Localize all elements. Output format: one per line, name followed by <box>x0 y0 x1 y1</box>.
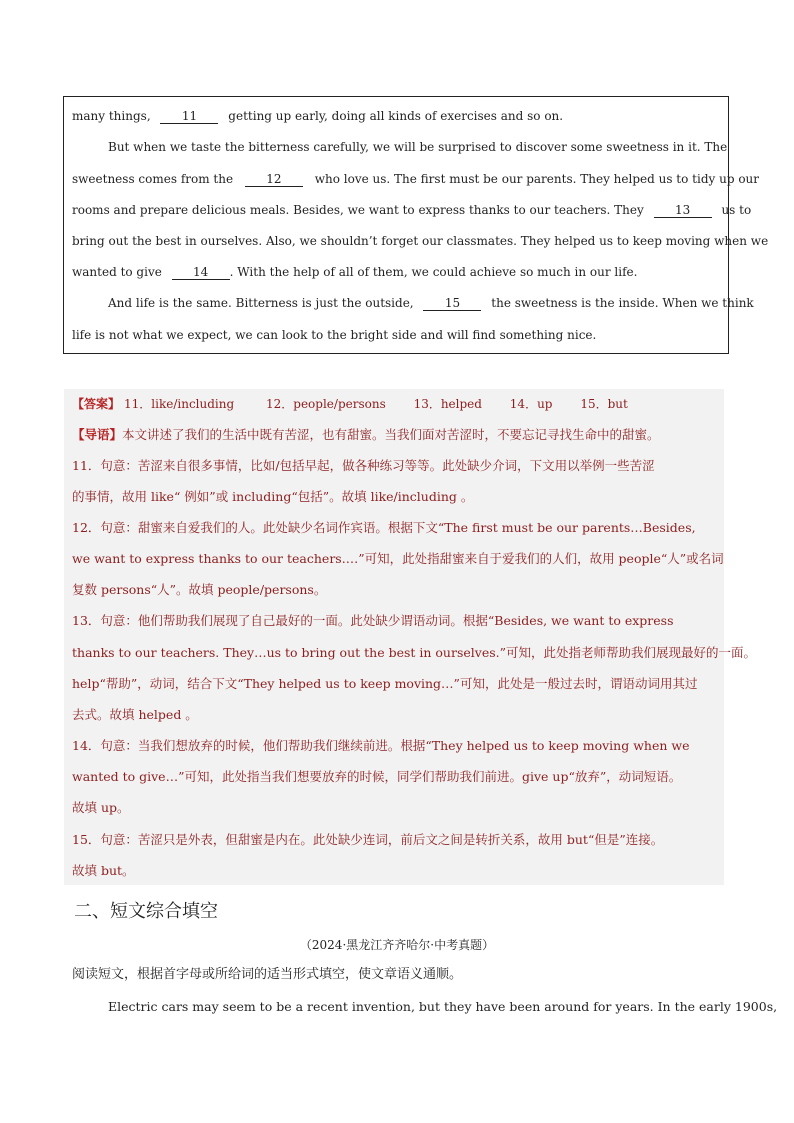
answer-14: 14．up <box>509 397 553 411</box>
answer-tag: 【答案】 <box>72 397 121 411</box>
passage-box <box>63 96 729 354</box>
answer-13: 13．helped <box>413 397 482 411</box>
passage-text: sweetness comes from the <box>72 172 234 186</box>
passage-line-4 <box>72 202 751 218</box>
passage-text: wanted to give <box>72 265 162 279</box>
next-passage-line: Electric cars may seem to be a recent invention, but they have been around for years. In the early 1900s, <box>108 999 778 1014</box>
passage-line-2: But when we taste the bitterness carefully, we will be surprised to discover some sweetness in it. The <box>108 140 728 154</box>
passage-text: who love us. The first must be our parents. They helped us to tidy up our <box>314 172 760 186</box>
explain-line: 故填 up。 <box>72 800 130 815</box>
passage-line-3 <box>72 171 759 187</box>
explain-line: 去式。故填 helped 。 <box>72 707 198 722</box>
blank-13: 13 <box>654 204 712 218</box>
explain-line: 故填 but。 <box>72 863 135 878</box>
passage-text: . With the help of all of them, we could achieve so much in our life. <box>229 265 638 279</box>
blank-12: 12 <box>245 173 303 187</box>
explain-line: we want to express thanks to our teachers.…”可知，此处指甜蜜来自于爱我们的人们，故用 people“人”或名词 <box>72 551 724 566</box>
explain-line: 14．句意：当我们想放弃的时候，他们帮助我们继续前进。根据“They helped us to keep moving when we <box>72 738 690 753</box>
passage-line-1 <box>72 108 563 124</box>
explain-line: 复数 persons“人”。故填 people/persons。 <box>72 582 327 597</box>
question-source: （2024·黑龙江齐齐哈尔·中考真题） <box>299 938 495 952</box>
passage-text: And life is the same. Bitterness is just the outside, <box>108 296 414 310</box>
explain-line: 11．句意：苦涩来自很多事情，比如/包括早起，做各种练习等等。此处缺少介词，下文用以举例一些苦涩 <box>72 458 655 473</box>
answer-12: 12．people/persons <box>266 397 386 411</box>
passage-text: us to <box>721 203 752 217</box>
passage-text: the sweetness is the inside. When we think <box>491 296 754 310</box>
explain-line: 15．句意：苦涩只是外表，但甜蜜是内在。此处缺少连词，前后文之间是转折关系，故用 but“但是”连接。 <box>72 832 664 847</box>
explain-line: 12．句意：甜蜜来自爱我们的人。此处缺少名词作宾语。根据下文“The first must be our parents…Besides, <box>72 520 696 535</box>
blank-11: 11 <box>160 110 218 124</box>
passage-line-7 <box>108 295 754 311</box>
explain-line: 的事情，故用 like“ 例如”或 including“包括”。故填 like/including 。 <box>72 489 474 504</box>
blank-14: 14 <box>172 266 230 280</box>
instruction-text: 阅读短文，根据首字母或所给词的适当形式填空，使文章语义通顺。 <box>72 967 463 982</box>
passage-line-8: life is not what we expect, we can look to the bright side and will find something nice. <box>72 328 597 342</box>
guide-text: 本文讲述了我们的生活中既有苦涩，也有甜蜜。当我们面对苦涩时，不要忘记寻找生命中的甜蜜。 <box>122 427 660 442</box>
explain-line: thanks to our teachers. They…us to bring out the best in ourselves.”可知，此处指老师帮助我们展现最好的一面。 <box>72 645 757 660</box>
passage-line-5: bring out the best in ourselves. Also, we shouldn’t forget our classmates. They helped us to keep moving when we <box>72 234 769 248</box>
answer-line <box>72 396 628 412</box>
passage-line-6 <box>72 264 637 280</box>
answer-11: 11．like/including <box>124 397 235 411</box>
passage-text: getting up early, doing all kinds of exercises and so on. <box>228 109 564 123</box>
blank-15: 15 <box>423 297 481 311</box>
section-title: 二、短文综合填空 <box>74 901 218 922</box>
passage-text: many things, <box>72 109 151 123</box>
explain-line: wanted to give…”可知，此处指当我们想要放弃的时候，同学们帮助我们前进。give up“放弃”，动词短语。 <box>72 769 682 784</box>
guide-tag: 【导语】 <box>72 427 123 442</box>
guide-line <box>72 427 660 443</box>
passage-text: rooms and prepare delicious meals. Besides, we want to express thanks to our teachers. They <box>72 203 644 217</box>
explain-line: 13．句意：他们帮助我们展现了自己最好的一面。此处缺少谓语动词。根据“Besides, we want to express <box>72 613 674 628</box>
explain-line: help“帮助”，动词，结合下文“They helped us to keep moving…”可知，此处是一般过去时，谓语动词用其过 <box>72 676 698 691</box>
answer-15: 15．but <box>580 397 628 411</box>
